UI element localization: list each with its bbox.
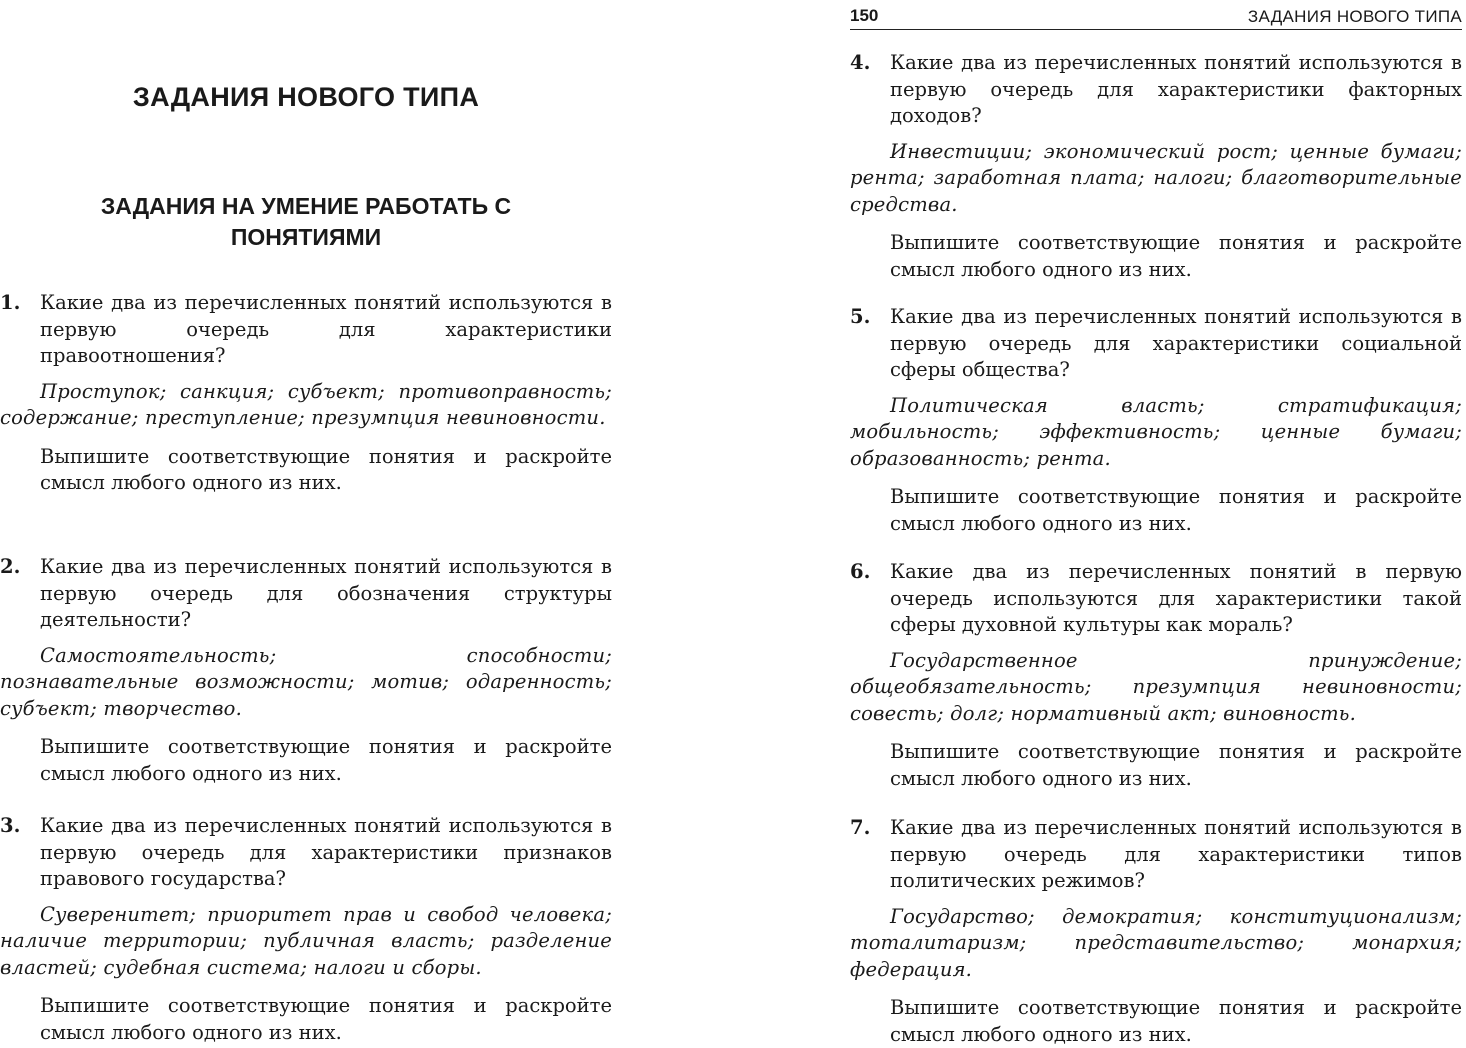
task-number: 6. (850, 560, 871, 583)
task-question: Какие два из перечисленных понятий используются в первую очередь для характеристики правоотношения? (40, 291, 612, 367)
task-question: Какие два из перечисленных понятий используются в первую очередь для характеристики типов политических режимов? (890, 816, 1462, 892)
task-question: Какие два из перечисленных понятий используются в первую очередь для характеристики признаков правового государства? (40, 814, 612, 890)
subsection-title (0, 191, 612, 253)
running-head-title: ЗАДАНИЯ НОВОГО ТИПА (1247, 7, 1462, 26)
running-header (850, 4, 1462, 30)
subsection-title-text: ЗАДАНИЯ НА УМЕНИЕ РАБОТАТЬ С ПОНЯТИЯМИ (100, 193, 512, 250)
task-question: Какие два из перечисленных понятий используются в первую очередь для обозначения структуры деятельности? (40, 555, 612, 631)
left-page (0, 0, 612, 1048)
task-instruction: Выпишите соответствующие понятия и раскройте смысл любого одного из них. (40, 735, 612, 785)
task-instruction: Выпишите соответствующие понятия и раскройте смысл любого одного из них. (890, 996, 1462, 1046)
task-instruction: Выпишите соответствующие понятия и раскройте смысл любого одного из них. (890, 740, 1462, 790)
task-3 (0, 813, 612, 1046)
task-instruction: Выпишите соответствующие понятия и раскройте смысл любого одного из них. (890, 485, 1462, 535)
task-6 (850, 559, 1462, 792)
task-terms: Самостоятельность; способности; познавательные возможности; мотив; одаренность; субъект; творчество. (0, 643, 612, 720)
task-7 (850, 815, 1462, 1048)
page-number: 150 (850, 6, 879, 25)
task-terms: Политическая власть; стратификация; мобильность; эффективность; ценные бумаги; образованность; рента. (850, 393, 1462, 470)
task-number: 5. (850, 305, 871, 328)
task-question: Какие два из перечисленных понятий используются в первую очередь для характеристики факторных доходов? (890, 51, 1462, 127)
task-terms: Проступок; санкция; субъект; противоправность; содержание; преступление; презумпция невиновности. (0, 379, 612, 429)
task-number: 3. (0, 814, 21, 837)
task-terms: Инвестиции; экономический рост; ценные бумаги; рента; заработная плата; налоги; благотворительные средства. (850, 139, 1462, 216)
task-number: 4. (850, 51, 871, 74)
task-question: Какие два из перечисленных понятий используются в первую очередь для характеристики социальной сферы общества? (890, 305, 1462, 381)
task-question: Какие два из перечисленных понятий в первую очередь используются для характеристики такой сферы духовной культуры как мораль? (890, 560, 1462, 636)
task-instruction: Выпишите соответствующие понятия и раскройте смысл любого одного из них. (40, 994, 612, 1044)
task-terms: Государство; демократия; конституционализм; тоталитаризм; представительство; монархия; федерация. (850, 904, 1462, 981)
task-terms: Государственное принуждение; общеобязательность; презумпция невиновности; совесть; долг; нормативный акт; виновность. (850, 648, 1462, 725)
task-instruction: Выпишите соответствующие понятия и раскройте смысл любого одного из них. (890, 231, 1462, 281)
task-number: 2. (0, 555, 21, 578)
task-number: 1. (0, 291, 21, 314)
task-instruction: Выпишите соответствующие понятия и раскройте смысл любого одного из них. (40, 444, 612, 494)
task-5 (850, 304, 1462, 537)
task-1 (0, 290, 612, 497)
right-page (850, 0, 1462, 1048)
task-terms: Суверенитет; приоритет прав и свобод человека; наличие территории; публичная власть; разделение властей; судебная система; налоги и сборы. (0, 902, 612, 979)
task-number: 7. (850, 816, 871, 839)
section-title: ЗАДАНИЯ НОВОГО ТИПА (132, 82, 480, 112)
task-2 (0, 554, 612, 787)
task-4 (850, 50, 1462, 283)
